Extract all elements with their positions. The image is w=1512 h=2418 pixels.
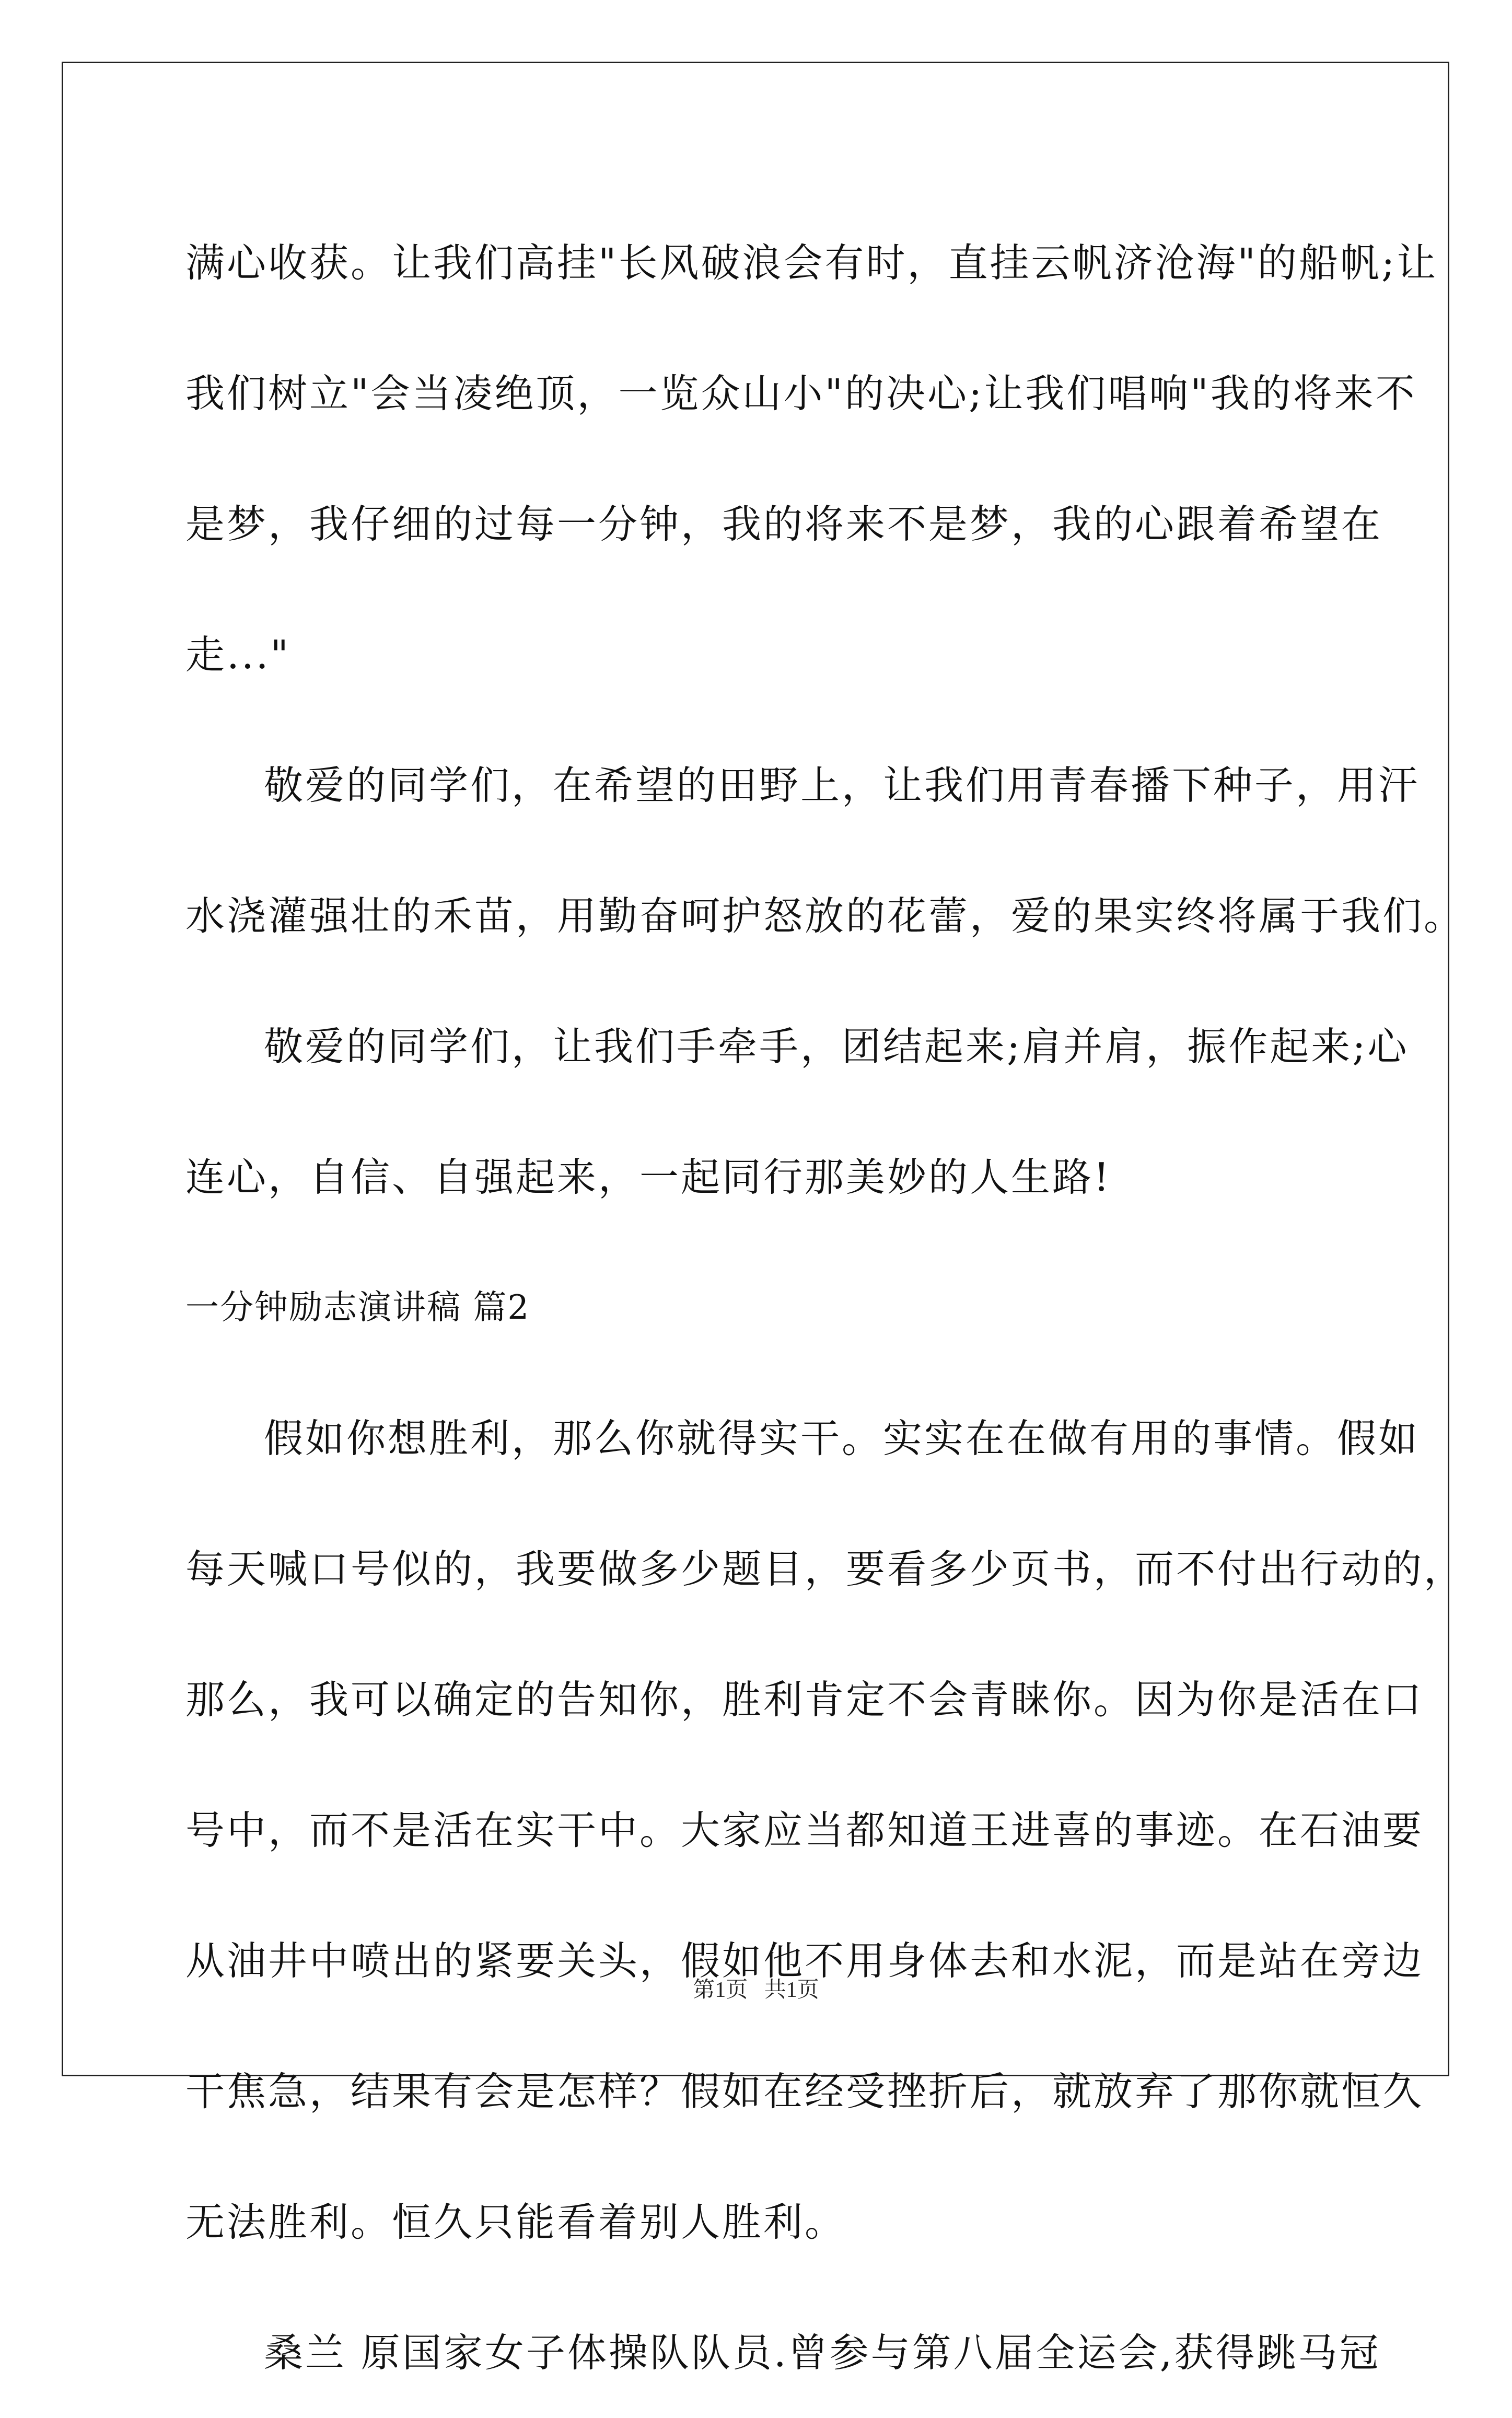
- paragraph-start-line: 假如你想胜利，那么你就得实干。实实在在做有用的事情。假如: [264, 1415, 1420, 1461]
- text-line: 连心，自信、自强起来，一起同行那美妙的人生路!: [185, 1154, 1112, 1200]
- text-line: 每天喊口号似的，我要做多少题目，要看多少页书，而不付出行动的，: [185, 1546, 1466, 1592]
- text-line: 从油井中喷出的紧要关头，假如他不用身体去和水泥，而是站在旁边: [185, 1938, 1424, 1984]
- text-line: 无法胜利。恒久只能看着别人胜利。: [185, 2199, 846, 2245]
- text-line: 我们树立"会当凌绝顶，一览众山小"的决心;让我们唱响"我的将来不: [185, 370, 1417, 416]
- text-line: 是梦，我仔细的过每一分钟，我的将来不是梦，我的心跟着希望在: [185, 501, 1383, 547]
- section-heading: 一分钟励志演讲稿 篇2: [185, 1288, 530, 1327]
- text-line: 水浇灌强壮的禾苗，用勤奋呵护怒放的花蕾，爱的果实终将属于我们。: [185, 893, 1466, 939]
- paragraph-start-line: 敬爱的同学们，让我们手牵手，团结起来;肩并肩，振作起来;心: [264, 1024, 1409, 1070]
- text-line: 干焦急，结果有会是怎样？假如在经受挫折后，就放弃了那你就恒久: [185, 2068, 1424, 2114]
- document-body: [185, 197, 1466, 2418]
- text-line: 号中，而不是活在实干中。大家应当都知道王进喜的事迹。在石油要: [185, 1807, 1424, 1853]
- page-footer: 第1页 共1页: [693, 1978, 819, 2002]
- paragraph-start-line: 敬爱的同学们，在希望的田野上，让我们用青春播下种子，用汗: [264, 762, 1420, 808]
- paragraph-start-line: 桑兰 原国家女子体操队队员.曾参与第八届全运会,获得跳马冠: [264, 2330, 1381, 2376]
- text-line: 满心收获。让我们高挂"长风破浪会有时，直挂云帆济沧海"的船帆;让: [185, 240, 1438, 286]
- text-line: 那么，我可以确定的告知你，胜利肯定不会青睐你。因为你是活在口: [185, 1677, 1424, 1723]
- text-line: 走...": [185, 632, 291, 678]
